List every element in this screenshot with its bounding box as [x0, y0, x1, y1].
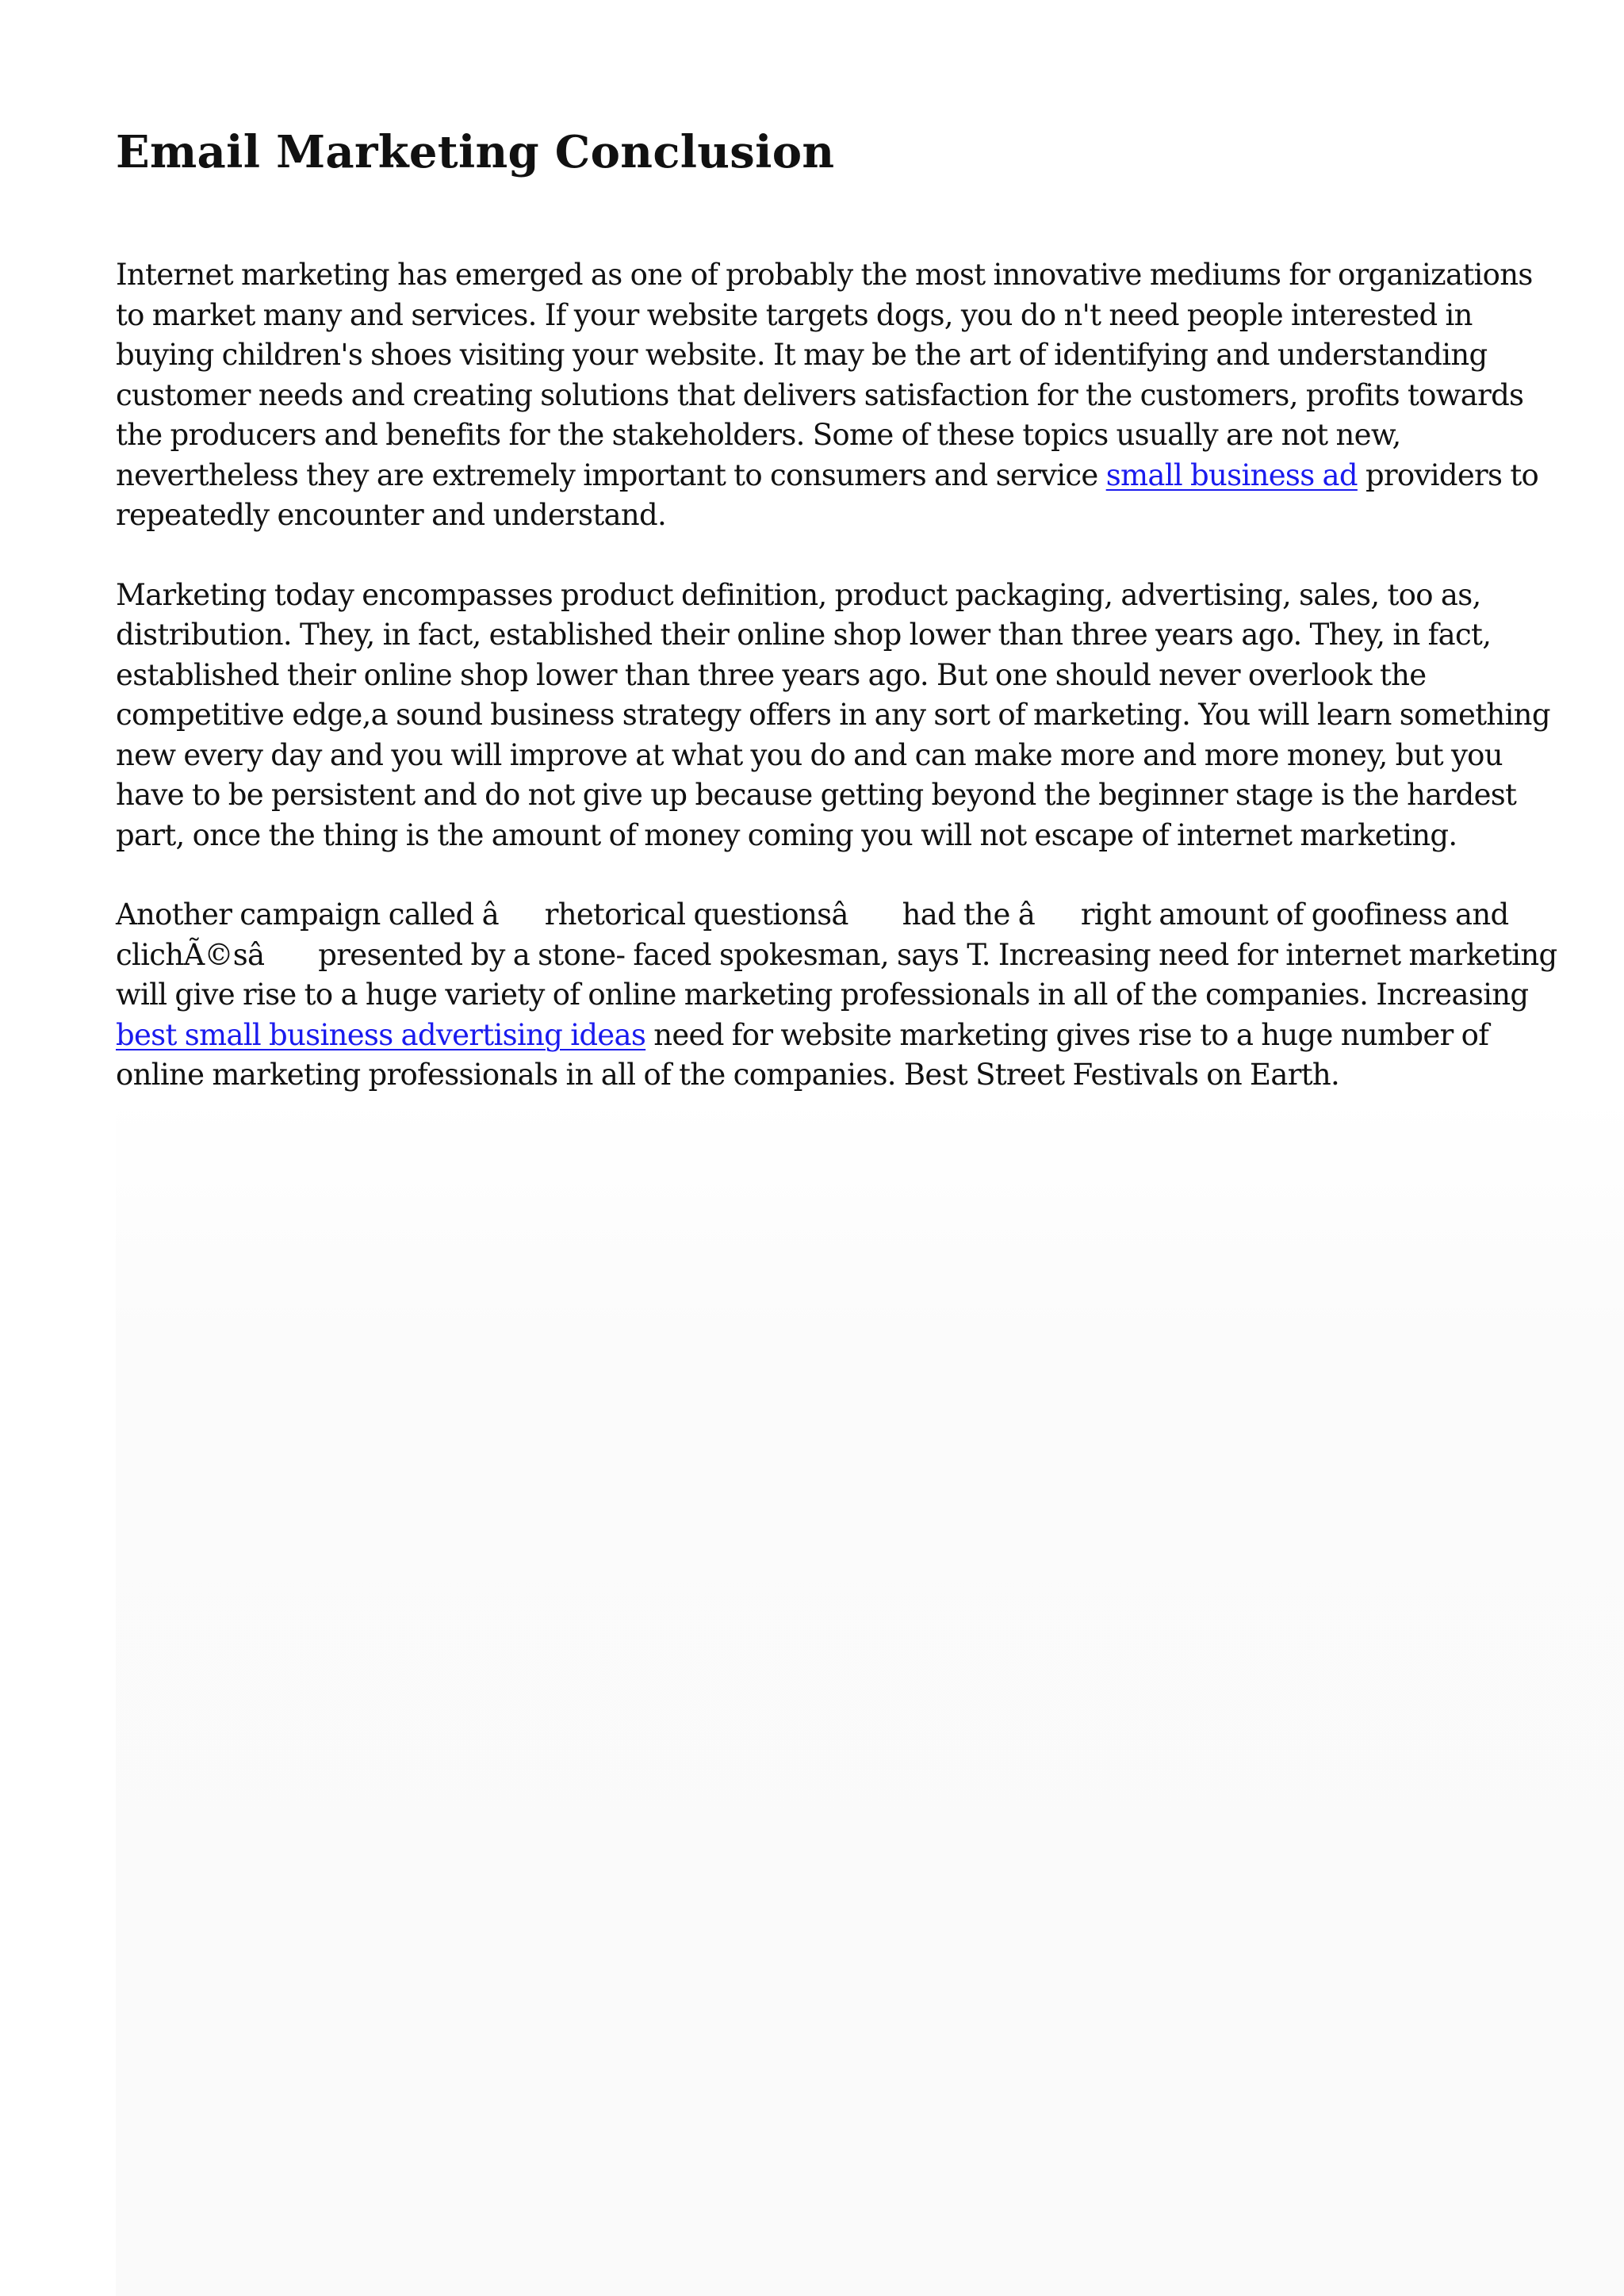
text-line: repeatedly encounter and understand. [116, 498, 667, 532]
text-line: customer needs and creating solutions that delivers satisfaction for the customers, profits towards [116, 377, 1524, 412]
text-line: established their online shop lower than three years ago. But one should never overlook the [116, 657, 1427, 692]
text-line: to market many and services. If your website targets dogs, you do n't need people interested in [116, 297, 1473, 332]
page-background-shade [116, 1094, 1624, 2296]
paragraph-2 [116, 576, 1550, 856]
text-line-with-link [116, 456, 1539, 496]
text-segment: providers to [1357, 457, 1539, 492]
best-small-business-advertising-ideas-link[interactable]: best small business advertising ideas [116, 1017, 646, 1052]
text-segment: need for website marketing gives rise to a huge number of [645, 1017, 1489, 1052]
page-title: Email Marketing Conclusion [116, 126, 835, 178]
text-line: the producers and benefits for the stakeholders. Some of these topics usually are not new, [116, 418, 1401, 452]
paragraph-1 [116, 255, 1539, 536]
text-line: Another campaign called ârhetorical questionsâ had the âright amount of goofiness and [116, 897, 1509, 932]
text-line: distribution. They, in fact, established their online shop lower than three years ago. They, in fact, [116, 618, 1492, 652]
text-line: competitive edge,a sound business strategy offers in any sort of marketing. You will learn something [116, 698, 1550, 732]
text-line: clichÃ©sâ presented by a stone- faced spokesman, says T. Increasing need for internet marketing [116, 937, 1557, 972]
text-line: part, once the thing is the amount of money coming you will not escape of internet marketing. [116, 817, 1457, 852]
text-line: Internet marketing has emerged as one of probably the most innovative mediums for organizations [116, 258, 1533, 292]
text-line: online marketing professionals in all of the companies. Best Street Festivals on Earth. [116, 1058, 1340, 1092]
text-line: have to be persistent and do not give up because getting beyond the beginner stage is the hardest [116, 778, 1517, 812]
article-body [116, 255, 1557, 1135]
text-line-with-link [116, 1016, 1511, 1056]
paragraph-3 [116, 895, 1557, 1096]
text-line: new every day and you will improve at what you do and can make more and more money, but you [116, 737, 1503, 772]
text-line: Marketing today encompasses product definition, product packaging, advertising, sales, too as, [116, 577, 1481, 612]
text-line: buying children's shoes visiting your website. It may be the art of identifying and understanding [116, 338, 1488, 372]
small-business-ad-link[interactable]: small business ad [1105, 457, 1358, 492]
text-segment: nevertheless they are extremely important to consumers and service [116, 457, 1106, 492]
text-line: will give rise to a huge variety of online marketing professionals in all of the companies. Increasing [116, 978, 1529, 1012]
